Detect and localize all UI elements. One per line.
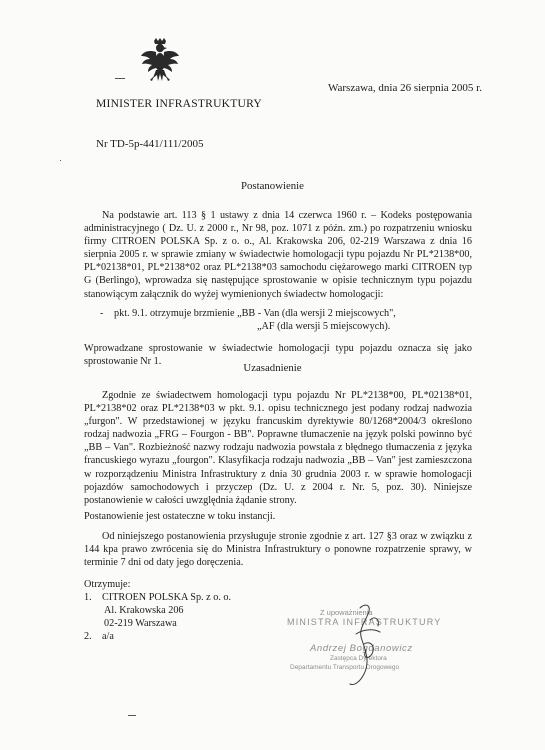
recipient-street: Al. Krakowska 206 — [104, 605, 184, 616]
recipient-name: CITROEN POLSKA Sp. z o. o. — [102, 592, 232, 603]
scan-artifact — [60, 160, 61, 161]
stamp-signatory-name: Andrzej Bogdanowicz — [310, 643, 413, 654]
case-number: Nr TD-5p-441/111/2005 — [96, 138, 204, 150]
correction-bullet — [100, 307, 396, 333]
scan-artifact — [115, 78, 125, 79]
item-number: 1. — [84, 592, 92, 603]
bullet-dash: - — [100, 308, 104, 319]
bullet-line-2: „AF (dla wersji 5 miejscowych). — [257, 321, 391, 333]
stamp-authorization-line: Z upoważnienia — [320, 608, 373, 617]
finality-paragraph: Postanowienie jest ostateczne w toku instancji. — [84, 511, 276, 522]
correction-number-paragraph: Wprowadzane sprostowanie w świadectwie homologacji typu pojazdu oznacza się jako sprostowanie Nr 1. — [84, 343, 472, 368]
distribution-item — [84, 591, 231, 604]
handwritten-signature — [300, 600, 430, 690]
stamp-signatory-role: Zastępca Dyrektora — [330, 655, 387, 662]
polish-eagle-emblem-icon — [140, 38, 180, 84]
place-and-date: Warszawa, dnia 26 sierpnia 2005 r. — [328, 82, 482, 94]
justification-paragraph: Zgodnie ze świadectwem homologacji typu pojazdu Nr PL*2138*00, PL*02138*01, PL*2138*02 oraz PL*2138*03 w pkt. 9.1. opisu technicznego jest podany rodzaj nadwozia „furgon". W przedstawionej w języku francuskim dyrektywie 80/1268*2004/3 określono rodzaj nadwozia „FRG – Fourgon - BB". Poprawne tłumaczenie na język polski powinno być „BB – Van". Rozbieżność nazwy rodzaju nadwozia powstała z błędnego tłumaczenia z języka francuskiego wyrazu „fourgon". Klasyfikacja rodzaju nadwozia „BB – Van" jest zamieszczona w rozporządzeniu Ministra Infrastruktury z dnia 30 grudnia 2003 r. w sprawie homologacji pojazdów samochodowych i przyczep (Dz. U. z 2004 r. Nr. 5, poz. 30). Niniejsze postanowienie w całości uwzględnia żądanie strony. — [84, 390, 472, 506]
distribution-list — [84, 578, 231, 643]
stamp-ministry-line: MINISTRA INFRASTRUKTURY — [287, 617, 442, 627]
justification-title: Uzasadnienie — [243, 362, 302, 374]
recipient-archive: a/a — [102, 631, 114, 642]
distribution-label: Otrzymuje: — [84, 579, 131, 590]
scan-artifact — [128, 715, 136, 716]
decision-title: Postanowienie — [241, 180, 304, 192]
issuing-authority: MINISTER INFRASTRUKTURY — [96, 97, 262, 110]
stamp-department: Departamentu Transportu Drogowego — [290, 664, 400, 671]
decision-body-paragraph: Na podstawie art. 113 § 1 ustawy z dnia 14 czerwca 1960 r. – Kodeks postępowania administracyjnego ( Dz. U. z 2000 r., Nr 98, poz. 1071 z późn. zm.) po rozpatrzeniu wniosku firmy CITROEN POLSKA Sp. z o. o., Al. Krakowska 206, 02-219 Warszawa z dnia 16 sierpnia 2005 r. w sprawie zmiany w świadectwie homologacji typu pojazdu Nr PL*2138*00, PL*02138*01, PL*2138*02 oraz PL*2138*03 samochodu ciężarowego marki CITROEN typ G (Berlingo), wprowadza się następujące sprostowanie w opisie technicznym typu pojazdu stanowiącym załącznik do wyżej wymienionych świadectw homologacji: — [84, 210, 472, 300]
recipient-city: 02-219 Warszawa — [104, 618, 177, 629]
distribution-item — [84, 630, 231, 643]
item-number: 2. — [84, 631, 92, 642]
bullet-line-1: pkt. 9.1. otrzymuje brzmienie „BB - Van (dla wersji 2 miejscowych", — [114, 308, 396, 319]
appeal-paragraph: Od niniejszego postanowienia przysługuje stronie zgodnie z art. 127 §3 oraz w związku z 144 kpa prawo zwrócenia się do Ministra Infrastruktury o ponowne rozpatrzenie sprawy, w terminie 7 dni od daty jego doręczenia. — [84, 531, 472, 569]
